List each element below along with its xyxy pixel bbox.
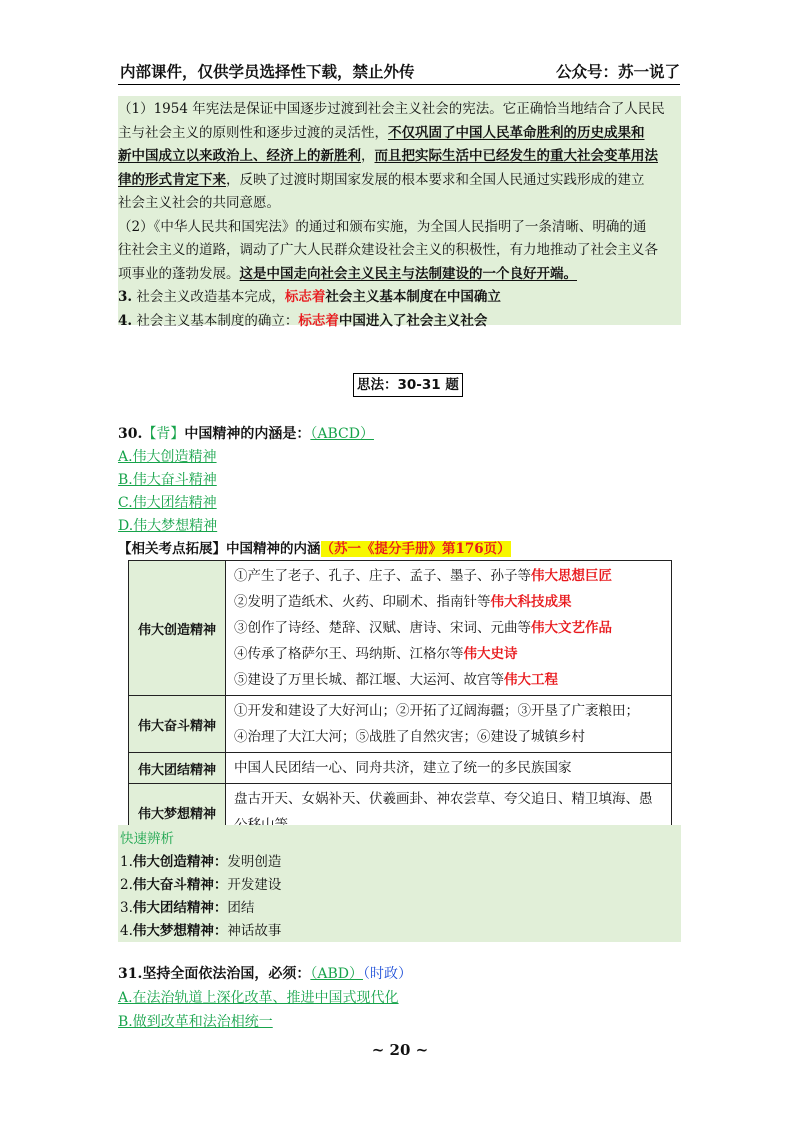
extension-line — [118, 537, 511, 557]
page-number: ~ 20 ~ — [371, 1041, 429, 1059]
emphasis-text: 不仅巩固了中国人民革命胜利的历史成果和 — [388, 124, 645, 141]
text-line — [118, 122, 681, 146]
item-number: 3. — [118, 289, 133, 305]
header-account: 公众号：苏一说了 — [555, 63, 680, 81]
page-header — [118, 58, 680, 85]
text-line: 社会主义社会的共同意愿。 — [118, 195, 280, 211]
cell-text: 盘古开天、女娲补天、伏羲画卦、神农尝草、夸父追日、精卫填海、愚 — [234, 791, 653, 807]
item-text: ⑤建设了万里长城、都江堰、大运河、故宫等 — [234, 672, 504, 688]
text-run: ， — [361, 148, 375, 164]
unity-cell — [226, 753, 672, 784]
question-31 — [118, 963, 412, 983]
keyword-red: 伟大科技成果 — [490, 594, 572, 610]
intro-box — [118, 96, 681, 329]
list-item — [234, 563, 663, 589]
creation-cell — [226, 561, 672, 696]
row-name-creation: 伟大创造精神 — [129, 561, 226, 696]
question-number: 30. — [118, 426, 143, 442]
text-line — [118, 145, 681, 169]
extension-label: 【相关考点拓展】 — [118, 541, 226, 557]
option-c: C.伟大团结精神 — [118, 495, 217, 511]
list-item — [234, 615, 663, 641]
extension-topic: 中国精神的内涵 — [226, 541, 321, 557]
text-run: 社会主义改造基本完成， — [132, 289, 285, 305]
cell-line: ①开发和建设了大好河山；②开拓了辽阔海疆；③开垦了广袤粮田； — [234, 703, 639, 719]
keyword-red: 伟大工程 — [504, 672, 558, 688]
item-name: 伟大团结精神： — [132, 900, 228, 916]
item-name: 伟大奋斗精神： — [132, 877, 228, 893]
item-number: 2. — [120, 877, 133, 893]
item-name: 伟大创造精神： — [132, 854, 228, 870]
option-a: A.伟大创造精神 — [118, 449, 217, 465]
item-number: 4. — [120, 923, 133, 939]
item-number: 1. — [120, 854, 133, 870]
item-text: ①产生了老子、孔子、庄子、孟子、墨子、孙子等 — [234, 568, 531, 584]
struggle-cell — [226, 696, 672, 753]
item-number: 3. — [120, 900, 133, 916]
intro-item-4 — [118, 310, 681, 334]
item-text: ②发明了造纸术、火药、印刷术、指南针等 — [234, 594, 491, 610]
item-number: 4. — [118, 312, 133, 329]
list-item — [120, 873, 281, 893]
cell-line: 中国人民团结一心、同舟共济，建立了统一的多民族国家 — [234, 760, 572, 776]
table-row — [129, 561, 672, 696]
keyword-red: 伟大文艺作品 — [531, 620, 612, 636]
option-a: A.在法治轨道上深化改革、推进中国式现代化 — [118, 990, 399, 1006]
source-highlight: （苏一《提分手册》第176页） — [320, 541, 511, 557]
row-name-unity: 伟大团结精神 — [129, 753, 226, 784]
emphasis-text: 律的形式肯定下来 — [118, 171, 226, 188]
list-item — [234, 667, 663, 693]
text-line — [118, 263, 681, 287]
item-desc: 发明创造 — [227, 854, 282, 870]
keyword-red: 标志着 — [284, 289, 326, 305]
category-tag: （时政） — [362, 966, 412, 982]
list-item — [120, 850, 281, 870]
bold-text: 中国进入了社会主义社会 — [338, 312, 488, 329]
list-item — [234, 589, 663, 615]
text-line: 往社会主义的道路，调动了广大人民群众建设社会主义的积极性，有力地推动了社会主义各 — [118, 242, 658, 258]
keyword-red: 伟大思想巨匠 — [531, 568, 612, 584]
table-row — [129, 753, 672, 784]
text-line — [118, 169, 681, 193]
text-run: ，反映了过渡时期国家发展的根本要求和全国人民通过实践形成的建立 — [226, 171, 645, 188]
emphasis-text: 这是中国走向社会主义民主与法制建设的一个良好开端。 — [239, 265, 577, 282]
question-number: 31. — [118, 966, 143, 982]
list-item — [120, 896, 254, 916]
intro-paragraph-1 — [118, 98, 681, 333]
answer-key: （ABCD） — [310, 426, 374, 442]
item-text: ④传承了格萨尔王、玛纳斯、江格尔等 — [234, 646, 464, 662]
emphasis-text: 而且把实际生活中已经发生的重大社会变革用法 — [374, 148, 658, 164]
option-d: D.伟大梦想精神 — [118, 518, 218, 534]
item-desc: 团结 — [227, 900, 255, 916]
intro-item-3 — [118, 286, 681, 310]
quick-title: 快速辨析 — [120, 831, 174, 847]
spirit-table — [128, 560, 672, 841]
bold-text: 社会主义基本制度在中国确立 — [325, 289, 501, 305]
question-30 — [118, 423, 374, 443]
question-stem: 中国精神的内涵是： — [184, 426, 311, 442]
item-desc: 开发建设 — [227, 877, 282, 893]
cell-line: ④治理了大江大河；⑤战胜了自然灾害；⑥建设了城镇乡村 — [234, 729, 585, 745]
list-item — [234, 641, 663, 667]
list-item — [120, 919, 281, 939]
section-title: 思法：30-31 题 — [353, 373, 463, 397]
quick-analysis-box — [118, 825, 681, 942]
row-name-dream: 伟大梦想精神 — [129, 784, 226, 841]
keyword-red: 标志着 — [298, 312, 339, 329]
text-run: 社会主义基本制度的确立： — [132, 312, 299, 329]
row-name-struggle: 伟大奋斗精神 — [129, 696, 226, 753]
text-line: （1）1954 年宪法是保证中国逐步过渡到社会主义社会的宪法。它正确恰当地结合了人民民 — [118, 101, 665, 117]
item-text: ③创作了诗经、楚辞、汉赋、唐诗、宋词、元曲等 — [234, 620, 531, 636]
option-b: B.伟大奋斗精神 — [118, 472, 217, 488]
question-stem: 坚持全面依法治国，必须： — [142, 966, 311, 982]
item-desc: 神话故事 — [227, 923, 282, 939]
text-line: （2）《中华人民共和国宪法》的通过和颁布实施，为全国人民指明了一条清晰、明确的通 — [118, 218, 647, 235]
keyword-red: 伟大史诗 — [463, 646, 518, 662]
table-row — [129, 696, 672, 753]
answer-key: （ABD） — [310, 966, 363, 982]
text-run: 主与社会主义的原则性和逐步过渡的灵活性， — [118, 124, 388, 141]
memorize-tag: 【背】 — [142, 426, 185, 442]
emphasis-text: 新中国成立以来政治上、经济上的新胜利 — [118, 148, 361, 164]
item-name: 伟大梦想精神： — [132, 923, 228, 939]
option-b: B.做到改革和法治相统一 — [118, 1014, 273, 1030]
header-notice: 内部课件，仅供学员选择性下载，禁止外传 — [120, 63, 415, 81]
text-run: 项事业的蓬勃发展。 — [118, 265, 240, 282]
